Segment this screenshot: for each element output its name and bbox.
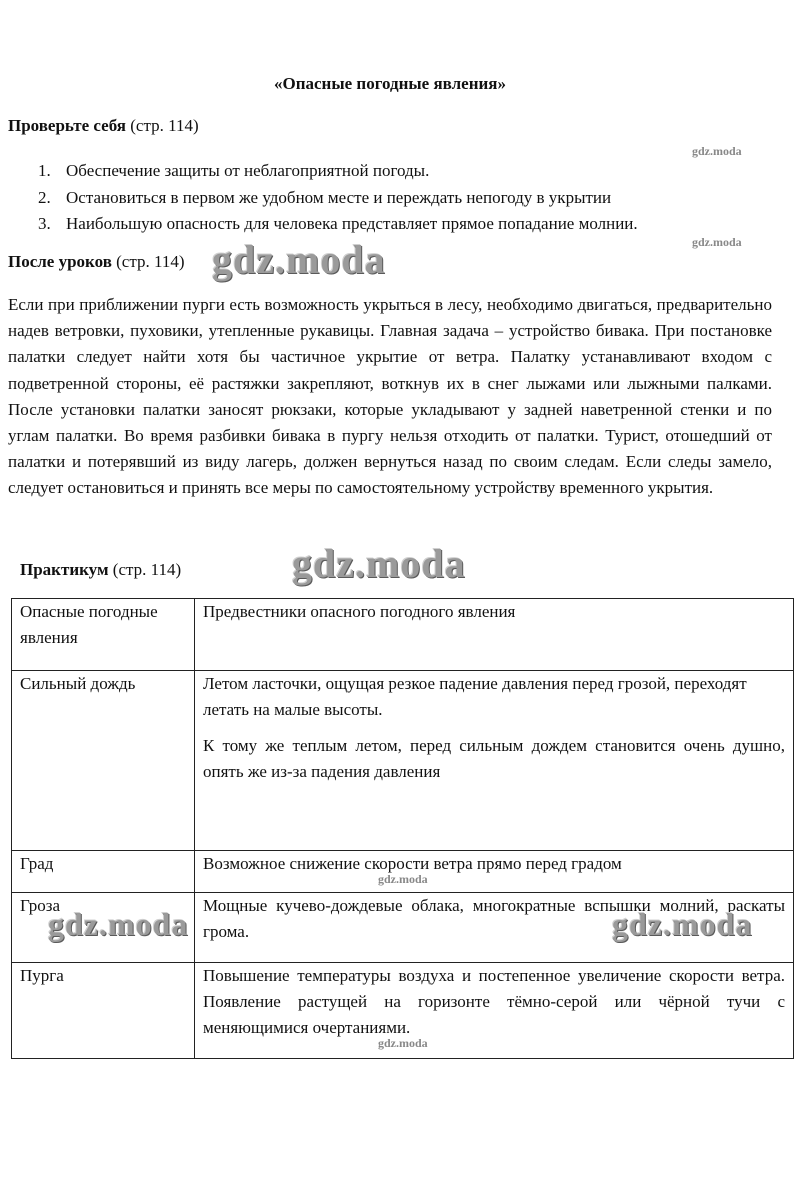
table-cell-phenomenon: Сильный дождь xyxy=(12,671,195,851)
table-cell-paragraph: Повышение температуры воздуха и постепенное увеличение скорости ветра. Появление растущей на горизонте тёмно-серой или чёрной тучи с меняющимися очертаниями. xyxy=(203,966,785,1037)
list-item xyxy=(38,211,638,238)
watermark-small: gdz.moda xyxy=(692,235,742,249)
list-item xyxy=(38,185,638,212)
weather-phenomena-table xyxy=(11,598,794,1059)
table-header-cell: Опасные погодные явления xyxy=(12,599,195,671)
table-cell-signs xyxy=(195,963,794,1059)
list-item-number: 1. xyxy=(38,161,51,180)
section-check-yourself-page-ref: (стр. 114) xyxy=(130,116,199,135)
table-row xyxy=(12,671,794,851)
watermark-small: gdz.moda xyxy=(692,144,742,158)
after-lessons-paragraph: Если при приближении пурги есть возможность укрыться в лесу, необходимо двигаться, предварительно надев ветровки, пуховики, утепленные рукавицы. Главная задача – устройство бивака. При постановке палатки следует найти хотя бы частичное укрытие от ветра. Палатку устанавливают входом с подветренной стороны, её растяжки закрепляют, воткнув их в снег лыжами или лыжными палками. После установки палатки заносят рюкзаки, которые укладывают у задней наветренной стенки и по углам палатки. Во время разбивки бивака в пургу нельзя отходить от палатки. Турист, отошедший от палатки и потерявший из виду лагерь, должен вернуться назад по своим следам. Если следы замело, следует остановиться и принять все меры по самостоятельному устройству временного укрытия. xyxy=(8,295,772,498)
table-cell-paragraph: Мощные кучево-дождевые облака, многократные вспышки молний, раскаты грома. xyxy=(203,896,785,941)
table-cell-signs xyxy=(195,671,794,851)
watermark-large: gdz.moda xyxy=(292,541,466,586)
list-item-text: Обеспечение защиты от неблагоприятной погоды. xyxy=(66,161,430,180)
list-item-text: Остановиться в первом же удобном месте и переждать непогоду в укрытии xyxy=(66,187,612,207)
table-cell-paragraph: К тому же теплым летом, перед сильным дождем становится очень душно, опять же из-за падения давления xyxy=(203,736,785,781)
table-cell-paragraph: Возможное снижение скорости ветра прямо перед градом xyxy=(203,854,622,873)
section-practicum-title: Практикум xyxy=(20,560,109,579)
list-item xyxy=(38,158,638,185)
section-check-yourself-title: Проверьте себя xyxy=(8,116,126,135)
table-cell-phenomenon: Гроза xyxy=(12,893,195,963)
list-item-number: 3. xyxy=(38,214,51,233)
table-header-row xyxy=(12,599,794,671)
section-after-lessons-page-ref: (стр. 114) xyxy=(116,252,185,271)
watermark-small: gdz.moda xyxy=(378,872,428,886)
table-cell-phenomenon: Пурга xyxy=(12,963,195,1059)
answers-list xyxy=(38,158,638,238)
table-header-cell: Предвестники опасного погодного явления xyxy=(195,599,794,671)
section-check-yourself-heading xyxy=(8,116,199,136)
watermark-large: gdz.moda xyxy=(612,906,753,942)
table-cell-signs xyxy=(195,851,794,893)
section-practicum-page-ref: (стр. 114) xyxy=(112,560,182,579)
table-cell-paragraph: Летом ласточки, ощущая резкое падение давления перед грозой, переходят летать на малые высоты. xyxy=(203,674,747,719)
section-after-lessons-heading xyxy=(8,252,185,272)
watermark-large: gdz.moda xyxy=(48,906,189,942)
watermark-large: gdz.moda xyxy=(212,237,386,282)
watermark-small: gdz.moda xyxy=(378,1036,428,1050)
section-after-lessons-title: После уроков xyxy=(8,252,112,271)
table-cell-phenomenon: Град xyxy=(12,851,195,893)
section-practicum-heading xyxy=(20,560,181,580)
list-item-number: 2. xyxy=(38,187,51,207)
list-item-text: Наибольшую опасность для человека представляет прямое попадание молнии. xyxy=(66,214,638,233)
page-title: «Опасные погодные явления» xyxy=(273,74,506,93)
